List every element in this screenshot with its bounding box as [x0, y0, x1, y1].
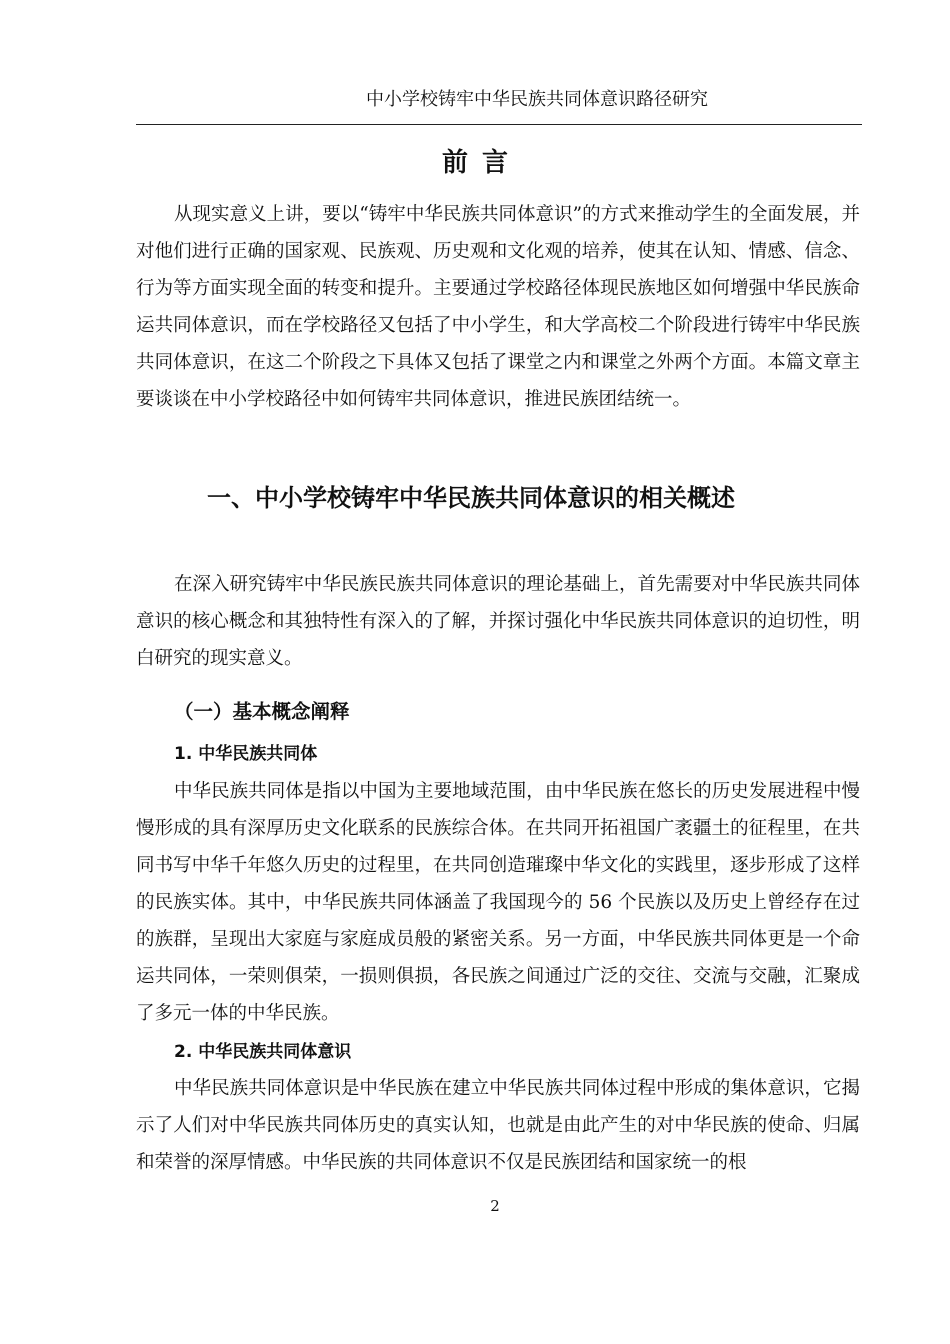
section-intro-paragraph: 在深入研究铸牢中华民族民族共同体意识的理论基础上，首先需要对中华民族共同体意识的核心概念和其独特性有深入的了解，并探讨强化中华民族共同体意识的迫切性，明白研究的现实意义。 — [136, 574, 860, 669]
page-number: 2 — [490, 1197, 500, 1215]
running-header: 中小学校铸牢中华民族共同体意识路径研究 — [366, 89, 708, 110]
header-divider — [136, 124, 862, 125]
section-heading-1: 一、中小学校铸牢中华民族共同体意识的相关概述 — [207, 484, 735, 512]
item-paragraph-community: 中华民族共同体是指以中国为主要地域范围，由中华民族在悠长的历史发展进程中慢慢形成的具有深厚历史文化联系的民族综合体。在共同开拓祖国广袤疆土的征程里，在共同书写中华千年悠久历史的过程里，在共同创造璀璨中华文化的实践里，逐步形成了这样的民族实体。其中，中华民族共同体涵盖了我国现今的 56 个民族以及历史上曾经存在过的族群，呈现出大家庭与家庭成员般的紧密关系。另一方面，中华民族共同体更是一个命运共同体，一荣则俱荣，一损则俱损，各民族之间通过广泛的交往、交流与交融，汇聚成了多元一体的中华民族。 — [136, 781, 860, 1024]
preface-paragraph: 从现实意义上讲，要以“铸牢中华民族共同体意识”的方式来推动学生的全面发展，并对他们进行正确的国家观、民族观、历史观和文化观的培养，使其在认知、情感、信念、行为等方面实现全面的转变和提升。主要通过学校路径体现民族地区如何增强中华民族命运共同体意识，而在学校路径又包括了中小学生，和大学高校二个阶段进行铸牢中华民族共同体意识，在这二个阶段之下具体又包括了课堂之内和课堂之外两个方面。本篇文章主要谈谈在中小学校路径中如何铸牢共同体意识，推进民族团结统一。 — [136, 204, 860, 410]
preface-title: 前言 — [441, 148, 522, 178]
item-paragraph-consciousness: 中华民族共同体意识是中华民族在建立中华民族共同体过程中形成的集体意识，它揭示了人们对中华民族共同体历史的真实认知，也就是由此产生的对中华民族的使命、归属和荣誉的深厚情感。中华民族的共同体意识不仅是民族团结和国家统一的根 — [136, 1078, 860, 1173]
item-heading-consciousness: 2. 中华民族共同体意识 — [174, 1042, 352, 1062]
subsection-heading-basic-concepts: （一）基本概念阐释 — [174, 700, 350, 723]
item-heading-community: 1. 中华民族共同体 — [174, 744, 318, 764]
